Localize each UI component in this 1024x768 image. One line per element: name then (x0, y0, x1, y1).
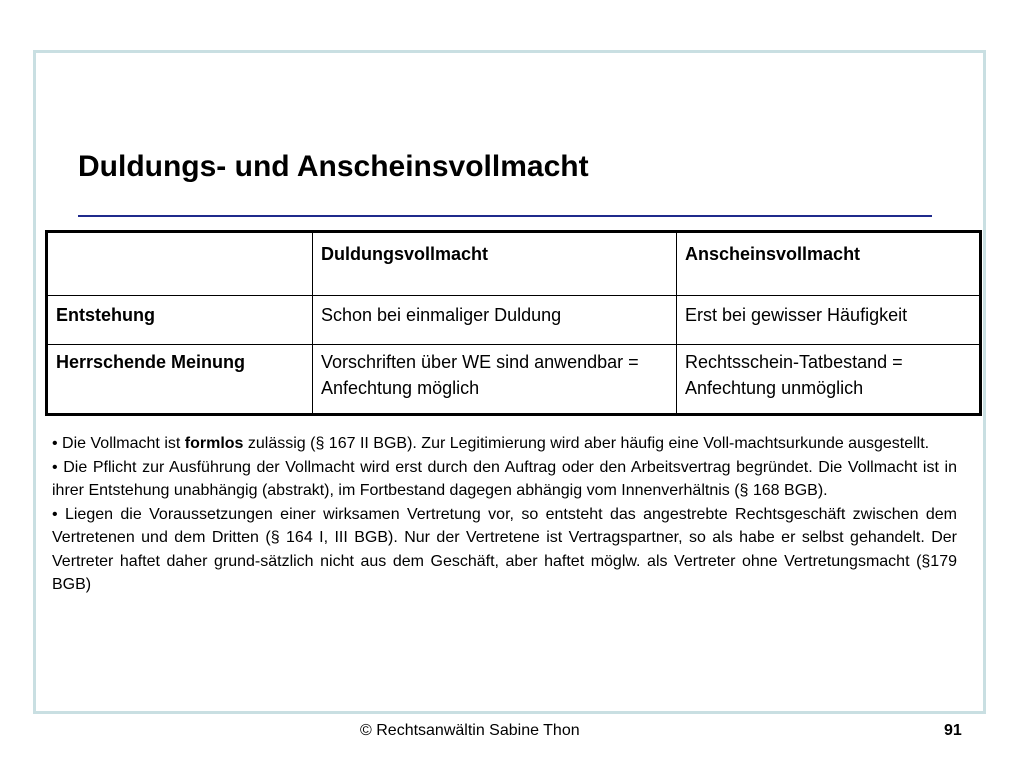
bullet-text: zulässig (§ 167 II BGB). Zur Legitimierung wird aber häufig eine Voll-machtsurkunde ausgestellt. (243, 435, 930, 452)
table-row (47, 345, 981, 415)
header-cell-empty (47, 232, 313, 296)
bullet-paragraph (52, 432, 957, 456)
page-title: Duldungs- und Anscheinsvollmacht (78, 150, 589, 183)
bullet-paragraph: • Liegen die Voraussetzungen einer wirksamen Vertretung vor, so entsteht das angestrebte Rechtsgeschäft zwischen dem Vertretenen und dem Dritten (§ 164 I, III BGB). Nur der Vertretene ist Vertragspartner, so als habe er selbst gehandelt. Der Vertreter haftet daher grund-sätzlich nicht aus dem Geschäft, aber haftet möglw. als Vertreter ohne Vertretungsmacht (§179 BGB) (52, 505, 957, 593)
table-cell: Erst bei gewisser Häufigkeit (677, 296, 981, 345)
page-number: 91 (944, 722, 962, 739)
table-row (47, 296, 981, 345)
bullet-bold-text: formlos (184, 435, 244, 452)
notes-block (52, 432, 957, 597)
table-header-row (47, 232, 981, 296)
header-cell-anscheinsvollmacht: Anscheinsvollmacht (677, 232, 981, 296)
title-underline (78, 215, 932, 217)
table-cell: Vorschriften über WE sind anwendbar = Anfechtung möglich (313, 345, 677, 415)
comparison-table (45, 230, 982, 416)
row-label: Herrschende Meinung (47, 345, 313, 415)
bullet-paragraph: • Die Pflicht zur Ausführung der Vollmacht wird erst durch den Auftrag oder den Arbeitsvertrag begründet. Die Vollmacht ist in ihrer Entstehung unabhängig (abstrakt), im Fortbestand dagegen abhängig vom Innenverhältnis (§ 168 BGB). (52, 458, 957, 499)
header-cell-duldungsvollmacht: Duldungsvollmacht (313, 232, 677, 296)
table-cell: Schon bei einmaliger Duldung (313, 296, 677, 345)
row-label: Entstehung (47, 296, 313, 345)
bullet-text: • Die Vollmacht ist (52, 435, 185, 452)
footer-copyright: © Rechtsanwältin Sabine Thon (360, 722, 580, 739)
table-cell: Rechtsschein-Tatbestand = Anfechtung unmöglich (677, 345, 981, 415)
